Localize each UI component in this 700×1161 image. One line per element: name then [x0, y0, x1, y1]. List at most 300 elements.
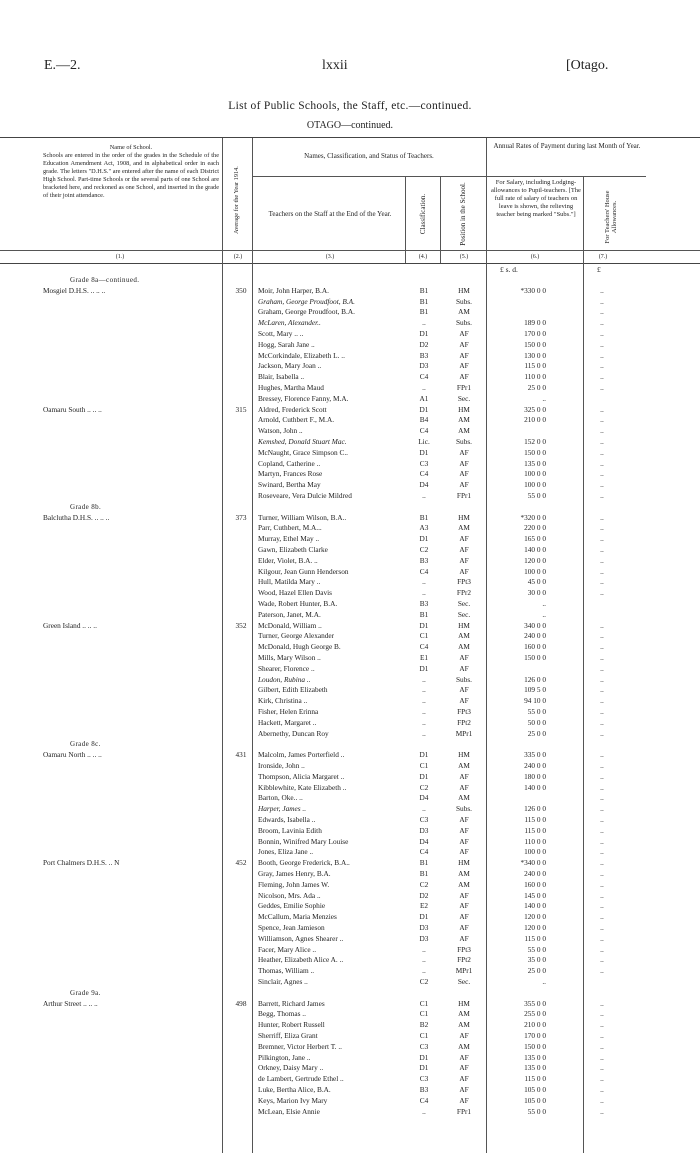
position: AM [458, 1041, 470, 1051]
house-allowance: .. [600, 329, 604, 338]
grade-label: Grade 9a. [70, 988, 101, 997]
salary: .. [542, 599, 546, 608]
salary: 150 0 0 [524, 339, 546, 349]
position: AF [459, 361, 469, 371]
teacher-name: Graham, George Proudfoot, B.A. [258, 307, 355, 317]
col-number: (2.) [233, 254, 243, 260]
table-row [0, 286, 700, 297]
salary: 165 0 0 [524, 534, 546, 544]
table-row [0, 1107, 700, 1118]
header-page-number: lxxii [322, 58, 348, 73]
table-row [0, 610, 700, 621]
salary: 50 0 0 [527, 717, 546, 727]
table-row [0, 685, 700, 696]
position: Subs. [455, 674, 473, 684]
table-row [0, 426, 700, 437]
salary: 160 0 0 [524, 879, 546, 889]
house-allowance: .. [600, 642, 604, 652]
salary: 150 0 0 [524, 1041, 546, 1051]
salary: 135 0 0 [524, 1052, 546, 1062]
salary: 55 0 0 [527, 1106, 546, 1116]
teacher-name: McDonald, William .. [258, 620, 322, 630]
position: AF [459, 534, 469, 544]
table-row [0, 351, 700, 362]
classification: .. [422, 728, 426, 738]
position: FPt2 [457, 717, 471, 727]
table-row [0, 675, 700, 686]
table-row [0, 415, 700, 426]
teacher-name: Loudon, Rubina .. [258, 674, 311, 684]
position: AF [459, 815, 469, 824]
house-allowance: .. [600, 944, 604, 954]
table-row [0, 545, 700, 556]
house-allowance: .. [600, 307, 604, 317]
table-row [0, 977, 700, 988]
classification: B1 [419, 858, 429, 868]
table-row [0, 621, 700, 632]
classification: C4 [419, 426, 429, 436]
house-allowance: .. [600, 879, 604, 889]
position: HM [458, 512, 470, 522]
table-row [0, 923, 700, 934]
teacher-name: Gilbert, Edith Elizabeth [258, 685, 328, 695]
table-row [0, 1020, 700, 1031]
teacher-name: Fleming, John James W. [258, 879, 330, 889]
salary: 55 0 0 [527, 707, 546, 716]
teacher-name: Mills, Mary Wilson .. [258, 653, 321, 662]
position: Subs. [455, 318, 473, 328]
teacher-name: Harper, James .. [258, 804, 307, 814]
position: AF [459, 771, 469, 781]
teacher-name: Begg, Thomas .. [258, 1009, 306, 1019]
salary: 120 0 0 [524, 912, 546, 922]
house-allowance: .. [600, 696, 604, 706]
house-allowance: .. [600, 545, 604, 554]
teacher-name: Thompson, Alicia Margaret .. [258, 771, 345, 781]
teacher-name: Turner, George Alexander [258, 631, 335, 641]
house-allowance: .. [600, 815, 604, 824]
teacher-name: Roseveare, Vera Dulcie Mildred [258, 491, 352, 500]
house-allowance: .. [600, 350, 604, 360]
house-allowance: .. [600, 512, 604, 522]
position: Sec. [457, 609, 471, 619]
teacher-name: McNaught, Grace Simpson C.. [258, 447, 348, 457]
salary: 240 0 0 [524, 631, 546, 641]
classification: B2 [419, 1020, 429, 1030]
classification: D2 [419, 339, 429, 349]
position: AF [459, 1031, 469, 1040]
position: FPt2 [457, 955, 471, 965]
position: HM [458, 404, 470, 414]
table-row [0, 696, 700, 707]
classification: B1 [419, 609, 429, 619]
salary: 145 0 0 [524, 890, 546, 900]
average-attendance: 498 [235, 998, 247, 1008]
table-row [0, 707, 700, 718]
teacher-name: Barrett, Richard James [258, 998, 325, 1008]
classification: .. [422, 577, 426, 587]
teacher-name: Graham, George Proudfoot, B.A. [258, 296, 355, 306]
classification: .. [422, 696, 426, 706]
position: HM [458, 285, 470, 295]
classification: .. [422, 491, 426, 500]
col-number: (6.) [530, 254, 540, 260]
teacher-name: Kibblewhite, Kate Elizabeth .. [258, 782, 347, 792]
grade-label: Grade 8a—continued. [70, 276, 140, 284]
header-left: E.—2. [44, 58, 81, 73]
house-allowance: .. [600, 955, 604, 965]
position: AM [458, 879, 470, 889]
classification: .. [422, 944, 426, 954]
grade-heading [0, 739, 700, 750]
teacher-name: Kemshed, Donald Stuart Mac. [258, 437, 347, 446]
house-allowance: .. [600, 912, 604, 922]
table-row [0, 966, 700, 977]
classification: .. [422, 1106, 426, 1116]
teacher-name: Kirk, Christina .. [258, 696, 308, 706]
position: FPr1 [456, 383, 472, 392]
teacher-name: Orkney, Daisy Mary .. [258, 1063, 324, 1073]
classification: C1 [419, 631, 429, 641]
house-allowance: .. [600, 750, 604, 760]
salary: 25 0 0 [527, 383, 546, 392]
house-allowance: .. [600, 285, 604, 295]
school-name: Balclutha D.H.S. .. .. .. [43, 512, 110, 522]
table-row [0, 642, 700, 653]
salary: 45 0 0 [527, 577, 546, 587]
salary: 340 0 0 [524, 620, 546, 630]
house-allowance: .. [600, 318, 604, 328]
house-allowance: .. [600, 523, 604, 533]
classification: .. [422, 588, 426, 598]
house-allowance: .. [600, 491, 604, 500]
school-name: Oamaru South .. .. .. [43, 404, 102, 414]
position: AF [459, 372, 469, 382]
table-row [0, 955, 700, 966]
col2-title: Average for the Year 1914. [233, 166, 240, 234]
teacher-name: McDonald, Hugh George B. [258, 642, 341, 652]
header-right: [Otago. [566, 58, 609, 73]
position: AF [459, 545, 469, 554]
position: AF [459, 912, 469, 922]
salary: 30 0 0 [527, 588, 546, 598]
table-row [0, 307, 700, 318]
position: AM [458, 761, 470, 770]
house-allowance: .. [600, 296, 604, 306]
position: AF [459, 901, 469, 911]
teacher-name: Williamson, Agnes Shearer .. [258, 933, 344, 943]
table-row [0, 534, 700, 545]
house-allowance: .. [600, 1106, 604, 1116]
table-header [0, 137, 700, 264]
teacher-name: Shearer, Florence .. [258, 663, 315, 673]
classification: D1 [419, 620, 429, 630]
house-allowance: .. [600, 869, 604, 878]
table-row [0, 491, 700, 502]
col6-title: For Salary, including Lodging-allowances to Pupil-teachers. [The full rate of salary of teachers on leave is shown, the relieving teacher being marked "Subs."] [491, 179, 581, 218]
classification: C2 [419, 977, 429, 986]
teacher-name: Watson, John .. [258, 426, 303, 436]
house-allowance: .. [600, 901, 604, 911]
house-allowance: .. [600, 1085, 604, 1094]
classification: D1 [419, 1052, 429, 1062]
table-row [0, 783, 700, 794]
table-row [0, 394, 700, 405]
classification: C1 [419, 998, 429, 1008]
position: AF [459, 1085, 469, 1094]
classification: D4 [419, 480, 429, 490]
table-row [0, 761, 700, 772]
salary: 120 0 0 [524, 555, 546, 565]
col3-group-title: Names, Classification, and Status of Teachers. [304, 152, 434, 160]
position: HM [458, 620, 470, 630]
col-number: (7.) [598, 254, 608, 260]
classification: D4 [419, 793, 429, 803]
table-row [0, 729, 700, 740]
salary: 150 0 0 [524, 447, 546, 457]
house-allowance: .. [600, 966, 604, 976]
table-row [0, 297, 700, 308]
col7-title: For Teachers' House Allowances. [604, 190, 618, 244]
salary: 115 0 0 [524, 1074, 546, 1084]
salary: 240 0 0 [524, 761, 546, 770]
house-allowance: .. [600, 372, 604, 382]
house-allowance: .. [600, 847, 604, 857]
table-row [0, 750, 700, 761]
salary: 140 0 0 [524, 782, 546, 792]
average-attendance: 373 [235, 512, 247, 522]
teacher-name: Arnold, Cuthbert F., M.A. [258, 415, 335, 425]
classification: B4 [419, 415, 429, 425]
classification: B3 [419, 350, 429, 360]
house-allowance: .. [600, 933, 604, 943]
position: Subs. [455, 296, 473, 306]
teacher-name: Gawn, Elizabeth Clarke [258, 545, 328, 554]
house-allowance: .. [600, 1031, 604, 1040]
salary: *330 0 0 [520, 285, 546, 295]
teacher-name: Hughes, Martha Maud [258, 383, 324, 392]
house-allowance: .. [600, 361, 604, 371]
house-allowance: .. [600, 577, 604, 587]
teacher-name: Malcolm, James Porterfield .. [258, 750, 345, 760]
grade-heading [0, 502, 700, 513]
table-row [0, 523, 700, 534]
col-number: (3.) [325, 254, 335, 260]
classification: .. [422, 674, 426, 684]
position: AF [459, 847, 469, 857]
salary: 180 0 0 [524, 771, 546, 781]
position: AM [458, 1020, 470, 1030]
house-allowance: .. [600, 771, 604, 781]
position: HM [458, 858, 470, 868]
salary: 210 0 0 [524, 415, 546, 425]
table-row [0, 437, 700, 448]
classification: E2 [419, 901, 429, 911]
col6-group-title: Annual Rates of Payment during last Month of Year. [493, 142, 641, 150]
col5-title: Position in the School. [459, 182, 467, 246]
classification: C3 [419, 1041, 429, 1051]
table-row [0, 999, 700, 1010]
teacher-name: Martyn, Frances Rose [258, 469, 323, 479]
average-attendance: 452 [235, 858, 247, 868]
position: AF [459, 480, 469, 490]
teacher-name: Sinclair, Agnes .. [258, 977, 308, 986]
salary: 100 0 0 [524, 469, 546, 479]
salary: .. [542, 977, 546, 986]
teacher-name: Nicolson, Mrs. Ada .. [258, 890, 321, 900]
teacher-name: Thomas, William .. [258, 966, 315, 976]
position: AF [459, 890, 469, 900]
house-allowance: .. [600, 890, 604, 900]
position: FPr1 [456, 1106, 472, 1116]
classification: C3 [419, 458, 429, 468]
salary: 100 0 0 [524, 480, 546, 490]
average-attendance: 352 [235, 620, 247, 630]
house-allowance: .. [600, 588, 604, 598]
salary: *340 0 0 [520, 858, 546, 868]
table-row [0, 826, 700, 837]
classification: C2 [419, 782, 429, 792]
position: AF [459, 696, 469, 706]
teacher-name: Kilgour, Jean Gunn Henderson [258, 566, 349, 576]
col4-title: Classification. [419, 193, 427, 235]
grade-label: Grade 8c. [70, 740, 101, 749]
teacher-name: Wade, Robert Hunter, B.A. [258, 599, 338, 608]
position: HM [458, 750, 470, 760]
house-allowance: .. [600, 1063, 604, 1073]
classification: B3 [419, 555, 429, 565]
house-allowance: .. [600, 555, 604, 565]
salary: 120 0 0 [524, 923, 546, 932]
classification: C1 [419, 761, 429, 770]
teacher-name: Hunter, Robert Russell [258, 1020, 325, 1030]
teacher-name: Parr, Cuthbert, M.A... [258, 523, 322, 533]
position: AF [459, 1095, 469, 1105]
table-row [0, 469, 700, 480]
house-allowance: .. [600, 458, 604, 468]
salary: 130 0 0 [524, 350, 546, 360]
salary: 135 0 0 [524, 458, 546, 468]
house-allowance: .. [600, 620, 604, 630]
table-row [0, 1009, 700, 1020]
house-allowance: .. [600, 631, 604, 641]
classification: C1 [419, 1031, 429, 1040]
table-row [0, 880, 700, 891]
average-attendance: 350 [235, 285, 247, 295]
table-row [0, 556, 700, 567]
classification: D3 [419, 923, 429, 932]
teacher-name: Keys, Marion Ivy Mary [258, 1095, 328, 1105]
position: Sec. [457, 977, 471, 986]
position: AF [459, 782, 469, 792]
classification: D1 [419, 1063, 429, 1073]
position: AM [458, 1009, 470, 1019]
position: AF [459, 1052, 469, 1062]
classification: B1 [419, 512, 429, 522]
teacher-name: Booth, George Frederick, B.A.. [258, 858, 350, 868]
teacher-name: Bremner, Victor Herbert T. .. [258, 1041, 342, 1051]
school-name: Green Island .. .. .. [43, 620, 97, 630]
average-attendance: 315 [235, 404, 247, 414]
salary: 170 0 0 [524, 1031, 546, 1040]
house-allowance: .. [600, 1095, 604, 1105]
table-row [0, 891, 700, 902]
position: AM [458, 869, 470, 878]
classification: D1 [419, 447, 429, 457]
house-allowance: .. [600, 653, 604, 662]
salary: .. [542, 609, 546, 619]
house-allowance: .. [600, 836, 604, 846]
classification: C4 [419, 566, 429, 576]
teacher-name: Gray, James Henry, B.A. [258, 869, 331, 878]
classification: D1 [419, 750, 429, 760]
table-row [0, 847, 700, 858]
classification: .. [422, 685, 426, 695]
teacher-name: Edwards, Isabella .. [258, 815, 316, 824]
position: AF [459, 339, 469, 349]
salary: 140 0 0 [524, 901, 546, 911]
table-row [0, 653, 700, 664]
teacher-name: Jackson, Mary Joan .. [258, 361, 322, 371]
teacher-name: Luke, Bertha Alice, B.A. [258, 1085, 331, 1094]
teacher-name: Aldred, Frederick Scott [258, 404, 327, 414]
classification: E1 [419, 653, 429, 662]
table-row [0, 664, 700, 675]
classification: D3 [419, 825, 429, 835]
classification: D4 [419, 836, 429, 846]
table-row [0, 340, 700, 351]
teacher-name: Pilkington, Jane .. [258, 1052, 311, 1062]
salary: 115 0 0 [524, 361, 546, 371]
classification: C3 [419, 815, 429, 824]
house-allowance: .. [600, 1074, 604, 1084]
classification: D1 [419, 771, 429, 781]
house-allowance: .. [600, 404, 604, 414]
table-row [0, 480, 700, 491]
table-row [0, 901, 700, 912]
school-name: Arthur Street .. .. .. [43, 998, 98, 1008]
average-attendance: 431 [235, 750, 247, 760]
salary: 210 0 0 [524, 1020, 546, 1030]
position: AF [459, 836, 469, 846]
position: AF [459, 685, 469, 695]
salary: 126 0 0 [524, 674, 546, 684]
salary: 170 0 0 [524, 329, 546, 338]
salary: 115 0 0 [524, 815, 546, 824]
salary: 220 0 0 [524, 523, 546, 533]
salary: 100 0 0 [524, 566, 546, 576]
classification: .. [422, 383, 426, 392]
position: AF [459, 663, 469, 673]
salary: 152 0 0 [524, 437, 546, 446]
house-allowance: .. [600, 437, 604, 446]
house-allowance: .. [600, 685, 604, 695]
teacher-name: Broom, Lavinia Edith [258, 825, 322, 835]
salary: 105 0 0 [524, 1085, 546, 1094]
teacher-name: Hackett, Margaret .. [258, 717, 317, 727]
house-allowance: .. [600, 534, 604, 544]
position: HM [458, 998, 470, 1008]
salary: 140 0 0 [524, 545, 546, 554]
position: AF [459, 555, 469, 565]
money-units: £ s. d. [500, 265, 518, 274]
classification: C3 [419, 1074, 429, 1084]
classification: C1 [419, 1009, 429, 1019]
classification: A3 [419, 523, 429, 533]
money-unit-pound: £ [597, 265, 601, 274]
teacher-name: Heather, Elizabeth Alice A. .. [258, 955, 344, 965]
table-row [0, 1042, 700, 1053]
